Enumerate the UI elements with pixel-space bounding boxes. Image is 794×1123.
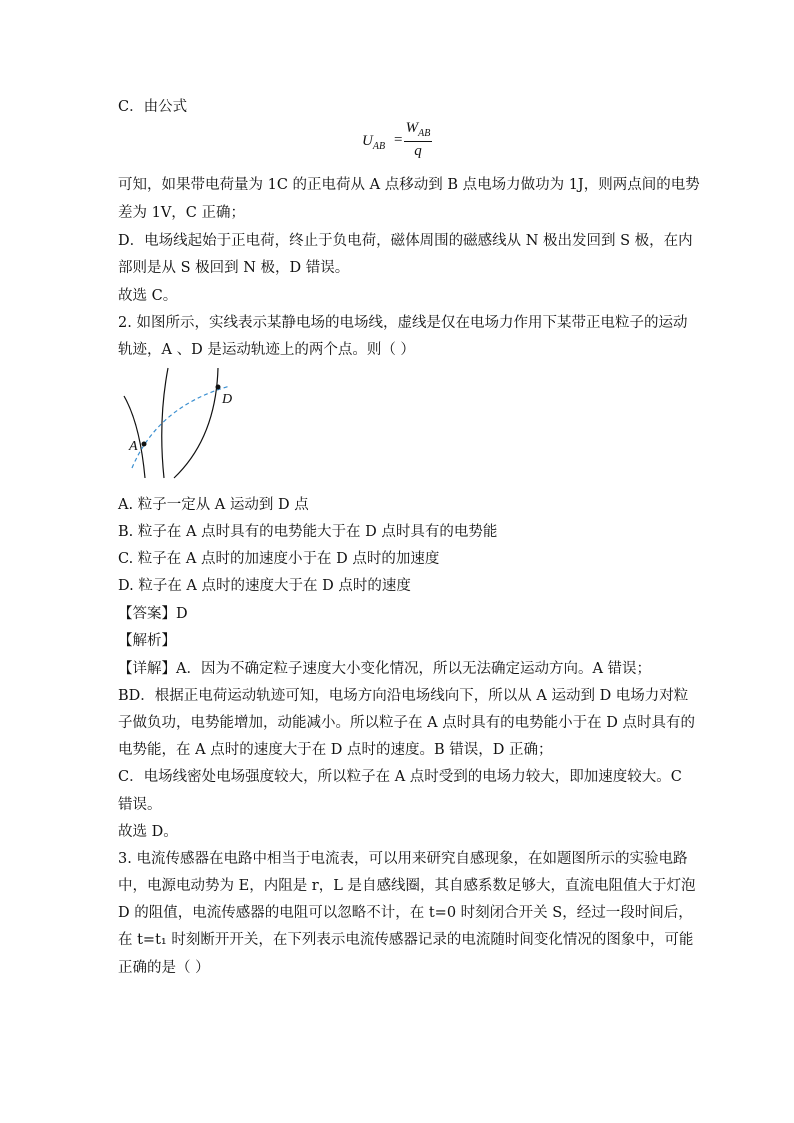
field-lines-diagram xyxy=(118,366,242,484)
text-line: D．电场线起始于正电荷，终止于负电荷，磁体周围的磁感线从 N 极出发回到 S 极，在内 xyxy=(118,233,693,249)
formula-lhs-sub: AB xyxy=(372,141,386,152)
point-d-label: D xyxy=(222,392,233,407)
text-line: C．由公式 xyxy=(118,99,188,115)
point-a-marker xyxy=(142,442,147,447)
option-d: D. 粒子在 A 点时的速度大于在 D 点时的速度 xyxy=(118,578,411,594)
detail-line: 【详解】A．因为不确定粒子速度大小变化情况，所以无法确定运动方向。A 错误； xyxy=(118,661,652,677)
text-line: 可知，如果带电荷量为 1C 的正电荷从 A 点移动到 B 点电场力做功为 1J，则两点间的电势 xyxy=(118,177,700,193)
electric-field-figure xyxy=(118,366,242,484)
formula-fraction xyxy=(404,120,432,160)
detail-line: 故选 D。 xyxy=(118,824,178,840)
question-2-stem: 轨迹，A 、D 是运动轨迹上的两个点。则（ ） xyxy=(118,342,415,358)
point-d-marker xyxy=(216,385,221,390)
option-a: A. 粒子一定从 A 运动到 D 点 xyxy=(118,497,309,513)
field-line-middle xyxy=(162,368,168,478)
text-line: 部则是从 S 极回到 N 极，D 错误。 xyxy=(118,260,350,276)
formula-equals: = xyxy=(394,132,403,148)
text-line: 故选 C。 xyxy=(118,288,178,304)
option-b: B. 粒子在 A 点时具有的电势能大于在 D 点时具有的电势能 xyxy=(118,524,498,540)
detail-line: 错误。 xyxy=(118,797,162,813)
question-3-stem: 正确的是（ ） xyxy=(118,960,210,976)
formula-lhs-symbol: U xyxy=(362,133,373,149)
question-2-stem: 2. 如图所示，实线表示某静电场的电场线，虚线是仅在电场力作用下某带正电粒子的运动 xyxy=(118,315,688,331)
option-c: C. 粒子在 A 点时的加速度小于在 D 点时的加速度 xyxy=(118,551,440,567)
field-line-right xyxy=(174,368,218,478)
question-3-stem: 在 t=t₁ 时刻断开开关，在下列表示电流传感器记录的电流随时间变化情况的图象中，可能 xyxy=(118,932,694,948)
detail-line: 电势能，在 A 点时的速度大于在 D 点时的速度。B 错误，D 正确； xyxy=(118,742,553,758)
field-line-left xyxy=(124,396,145,478)
point-a-label: A xyxy=(129,439,138,454)
formula-lhs xyxy=(362,133,385,152)
question-3-stem: 中，电源电动势为 E，内阻是 r，L 是自感线圈，其自感系数足够大，直流电阻值大于灯泡 xyxy=(118,878,696,894)
formula-numerator-sub: AB xyxy=(418,128,431,139)
detail-line: 子做负功，电势能增加，动能减小。所以粒子在 A 点时具有的电势能小于在 D 点时具有的 xyxy=(118,715,696,731)
question-3-stem: D 的阻值，电流传感器的电阻可以忽略不计，在 t=0 时刻闭合开关 S，经过一段时间后， xyxy=(118,905,693,921)
formula-denominator: q xyxy=(414,143,422,159)
formula-numerator-symbol: W xyxy=(405,120,419,136)
text-line: 差为 1V，C 正确； xyxy=(118,205,246,221)
detail-line: BD．根据正电荷运动轨迹可知，电场方向沿电场线向下，所以从 A 运动到 D 电场力对粒 xyxy=(118,688,689,704)
question-3-stem: 3. 电流传感器在电路中相当于电流表，可以用来研究自感现象，在如题图所示的实验电路 xyxy=(118,851,688,867)
detail-line: C．电场线密处电场强度较大，所以粒子在 A 点时受到的电场力较大，即加速度较大。C xyxy=(118,769,682,785)
formula-uab xyxy=(0,120,794,170)
analysis-label: 【解析】 xyxy=(118,633,176,649)
fraction-bar xyxy=(404,141,432,142)
formula-numerator xyxy=(404,120,432,140)
answer-label: 【答案】D xyxy=(118,606,188,622)
